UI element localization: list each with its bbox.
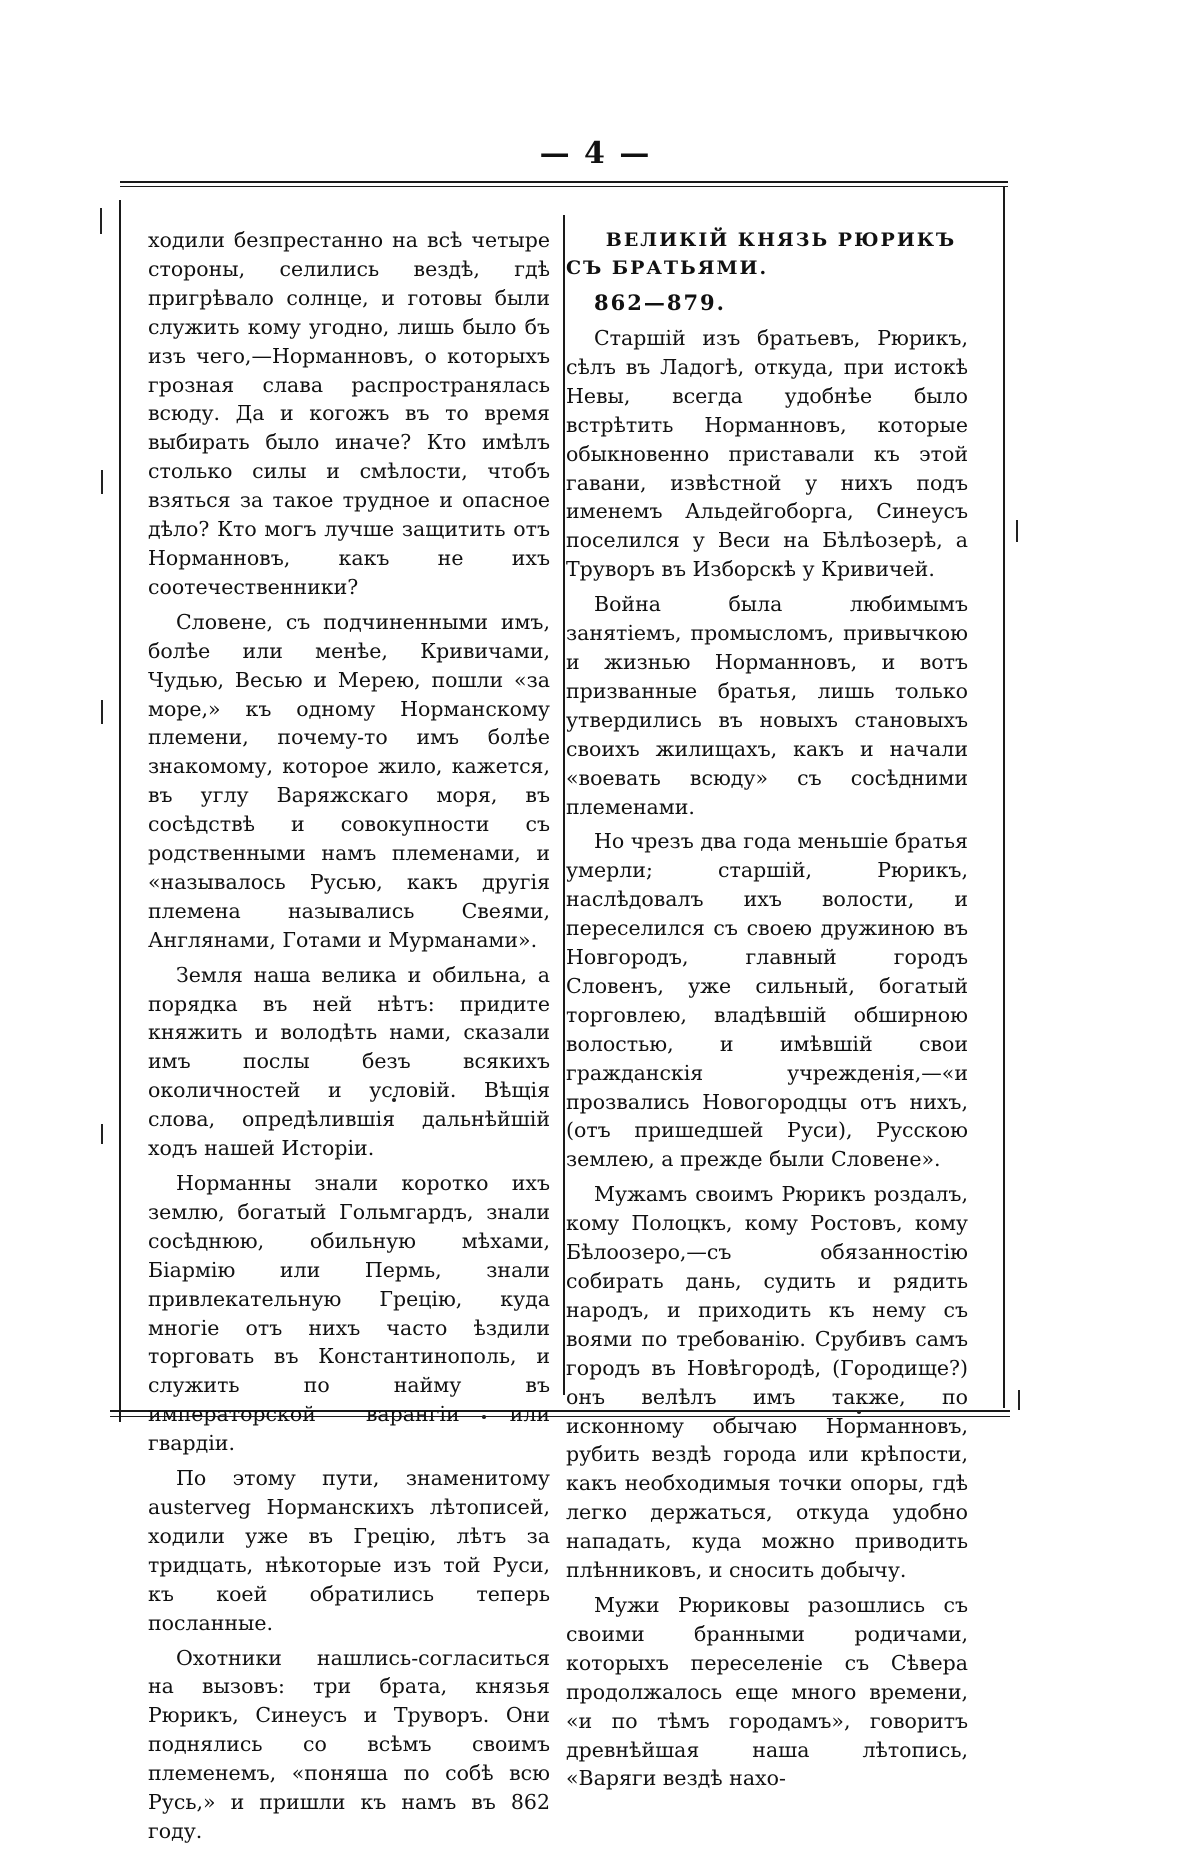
page-number: — 4 — — [539, 136, 652, 171]
left-column — [148, 226, 550, 1852]
top-rule — [120, 181, 1008, 183]
margin-mark — [101, 470, 103, 494]
margin-mark — [1018, 1390, 1020, 1410]
right-column — [566, 226, 968, 1799]
section-title: ВЕЛИКІЙ КНЯЗЬ РЮРИКЪ СЪ БРАТЬЯМИ. — [566, 229, 957, 279]
paragraph: Норманны знали коротко ихъ землю, богатый Гольмгардъ, знали сосѣднюю, обильную мѣхами, Біармію или Пермь, знали привлекательную Грецію, куда многіе отъ нихъ часто ѣздили торговать въ Константинополь, и служить по найму въ императорской варангіи или гвардіи. — [148, 1171, 550, 1456]
margin-mark — [101, 1124, 103, 1144]
paragraph: Но чрезъ два года меньшіе братья умерли; старшій, Рюрикъ, наслѣдовалъ ихъ волости, и переселился съ своею дружиною въ Новгородъ, главный городъ Словенъ, уже сильный, богатый торговлею, владѣвшій обширною волостью, и имѣвшій свои гражданскія учрежденія,—«и прозвались Новогородцы отъ нихъ, (отъ пришедшей Руси), Русскою землею, а прежде были Словене». — [566, 829, 968, 1172]
top-rule-thin — [120, 186, 1008, 187]
right-frame-rule — [1003, 186, 1005, 1408]
paragraph: Мужамъ своимъ Рюрикъ роздалъ, кому Полоцкъ, кому Ростовъ, кому Бѣлоозеро,—съ обязанностію собирать дань, судить и рядить народъ, и приходить къ нему съ воями по требованію. Срубивъ самъ городъ въ Новѣгородѣ, (Городище?) онъ велѣлъ имъ также, по исконному обычаю Норманновъ, рубить вездѣ города или крѣпости, какъ необходимыя точки опоры, гдѣ легко держаться, откуда удобно нападать, куда можно приводить плѣнниковъ, и сносить добычу. — [566, 1182, 968, 1583]
margin-mark — [101, 700, 103, 724]
paragraph: Старшій изъ братьевъ, Рюрикъ, сѣлъ въ Ладогѣ, откуда, при истокѣ Невы, всегда удобнѣе было встрѣтить Норманновъ, которые обыкновенно приставали къ этой гавани, извѣстной у нихъ подъ именемъ Альдейгоборга, Синеусъ поселился у Веси на Бѣлѣозерѣ, а Труворъ въ Изборскѣ у Кривичей. — [566, 326, 968, 582]
paragraph: Охотники нашлись-согласиться на вызовъ: три брата, князья Рюрикъ, Синеусъ и Труворъ. Они поднялись со всѣмъ своимъ племенемъ, «поняша по собѣ всю Русь,» и пришли къ намъ въ 862 году. — [148, 1645, 550, 1843]
paragraph: Мужи Рюриковы разошлись съ своими бранными родичами, которыхъ переселеніе съ Сѣвера продолжалось еще много времени, «и по тѣмъ городамъ», говоритъ древнѣйшая наша лѣтопись, «Варяги вездѣ нахо- — [566, 1592, 968, 1791]
column-divider — [563, 215, 565, 1395]
paragraph: ходили безпрестанно на всѣ четыре стороны, селились вездѣ, гдѣ пригрѣвало солнце, и готовы были служить кому угодно, лишь было бъ изъ чего,—Норманновъ, о которыхъ грозная слава распространялась всюду. Да и когожъ въ то время выбирать было иначе? Кто имѣлъ столько силы и смѣлости, чтобъ взяться за такое трудное и опасное дѣло? Кто могъ лучше защитить отъ Норманновъ, какъ не ихъ соотечественники? — [148, 228, 550, 599]
left-frame-rule — [119, 200, 121, 1422]
margin-mark — [1016, 520, 1018, 542]
section-dates: 862—879. — [594, 290, 726, 315]
margin-mark — [100, 208, 102, 234]
paragraph: Земля наша велика и обильна, а порядка въ ней нѣтъ: придите княжить и володѣть нами, сказали имъ послы безъ всякихъ околичностей и условій. Вѣщія слова, опредѣлившія дальнѣйшій ходъ нашей Исторіи. — [148, 962, 550, 1161]
paragraph: Война была любимымъ занятіемъ, промысломъ, привычкою и жизнью Норманновъ, и вотъ призванные братья, лишь только утвердились въ новыхъ становыхъ своихъ жилищахъ, какъ и начали «воевать всюду» съ сосѣдними племенами. — [566, 592, 968, 819]
paragraph: По этому пути, знаменитому austerveg Норманскихъ лѣтописей, ходили уже въ Грецію, лѣтъ за тридцать, нѣкоторые изъ той Руси, къ коей обратились теперь посланные. — [148, 1466, 550, 1635]
paragraph: Словене, съ подчиненными имъ, болѣе или менѣе, Кривичами, Чудью, Весью и Мерею, пошли «за море,» къ одному Норманскому племени, почему-то имъ болѣе знакомому, которое жило, кажется, въ углу Варяжскаго моря, въ сосѣдствѣ и совокупности съ родственными намъ племенами, и «называлось Русью, какъ другія племена назывались Свеями, Англянами, Готами и Мурманами». — [148, 609, 550, 952]
